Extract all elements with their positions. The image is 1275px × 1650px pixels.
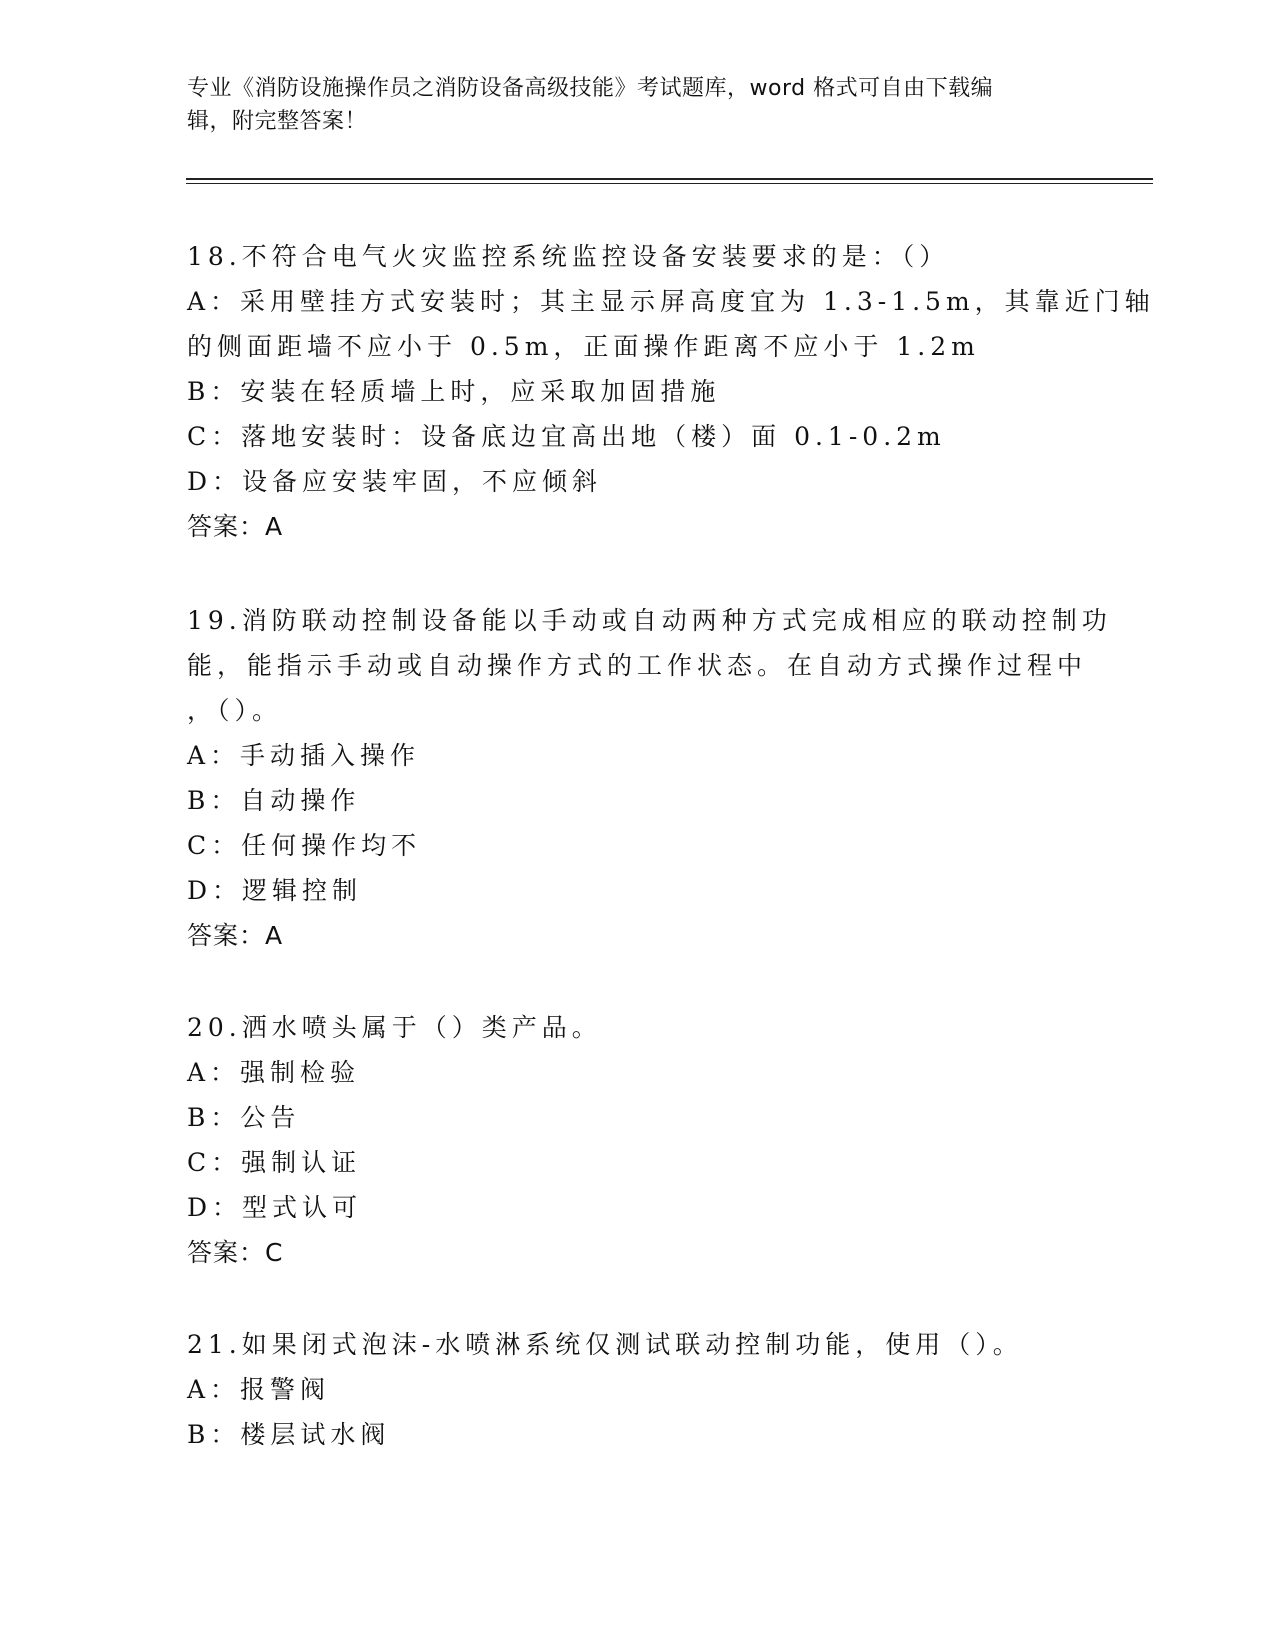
option-a: A：报警阀	[187, 1375, 331, 1404]
answer: 答案：C	[187, 1238, 284, 1267]
header-divider-thick	[186, 178, 1153, 180]
option-d: D：逻辑控制	[187, 876, 363, 905]
option-a: A：强制检验	[187, 1058, 361, 1087]
option-d: D：型式认可	[187, 1193, 363, 1222]
question-21	[187, 1322, 1087, 1457]
question-stem-continued: ，（）。	[187, 696, 283, 725]
option-a: A：采用壁挂方式安装时；其主显示屏高度宜为 1.3-1.5m，其靠近门轴	[187, 287, 1155, 316]
question-stem: 20.洒水喷头属于（）类产品。	[187, 1013, 602, 1042]
option-d: D：设备应安装牢固，不应倾斜	[187, 467, 603, 496]
option-b: B：楼层试水阀	[187, 1420, 391, 1449]
question-18	[187, 234, 1155, 549]
option-b: B：安装在轻质墙上时，应采取加固措施	[187, 377, 721, 406]
question-19	[187, 598, 1112, 958]
header-divider-thin	[186, 183, 1153, 184]
question-stem-continued: 能，能指示手动或自动操作方式的工作状态。在自动方式操作过程中	[187, 651, 1088, 680]
option-a-continued: 的侧面距墙不应小于 0.5m，正面操作距离不应小于 1.2m	[187, 332, 980, 361]
option-a: A：手动插入操作	[187, 741, 421, 770]
question-20	[187, 1005, 1087, 1275]
option-c: C：强制认证	[187, 1148, 362, 1177]
header-line-1: 专业《消防设施操作员之消防设备高级技能》考试题库，word 格式可自由下载编	[187, 76, 994, 101]
option-b: B：公告	[187, 1103, 301, 1132]
question-stem: 19.消防联动控制设备能以手动或自动两种方式完成相应的联动控制功	[187, 606, 1112, 635]
question-stem: 21.如果闭式泡沫-水喷淋系统仅测试联动控制功能，使用（）。	[187, 1330, 1023, 1359]
answer: 答案：A	[187, 921, 284, 950]
answer: 答案：A	[187, 512, 284, 541]
option-c: C：任何操作均不	[187, 831, 422, 860]
header-line-2: 辑，附完整答案！	[187, 109, 368, 134]
option-c: C：落地安装时：设备底边宜高出地（楼）面 0.1-0.2m	[187, 422, 946, 451]
document-header	[187, 72, 1087, 138]
question-stem: 18.不符合电气火灾监控系统监控设备安装要求的是：（）	[187, 242, 950, 271]
option-b: B：自动操作	[187, 786, 361, 815]
